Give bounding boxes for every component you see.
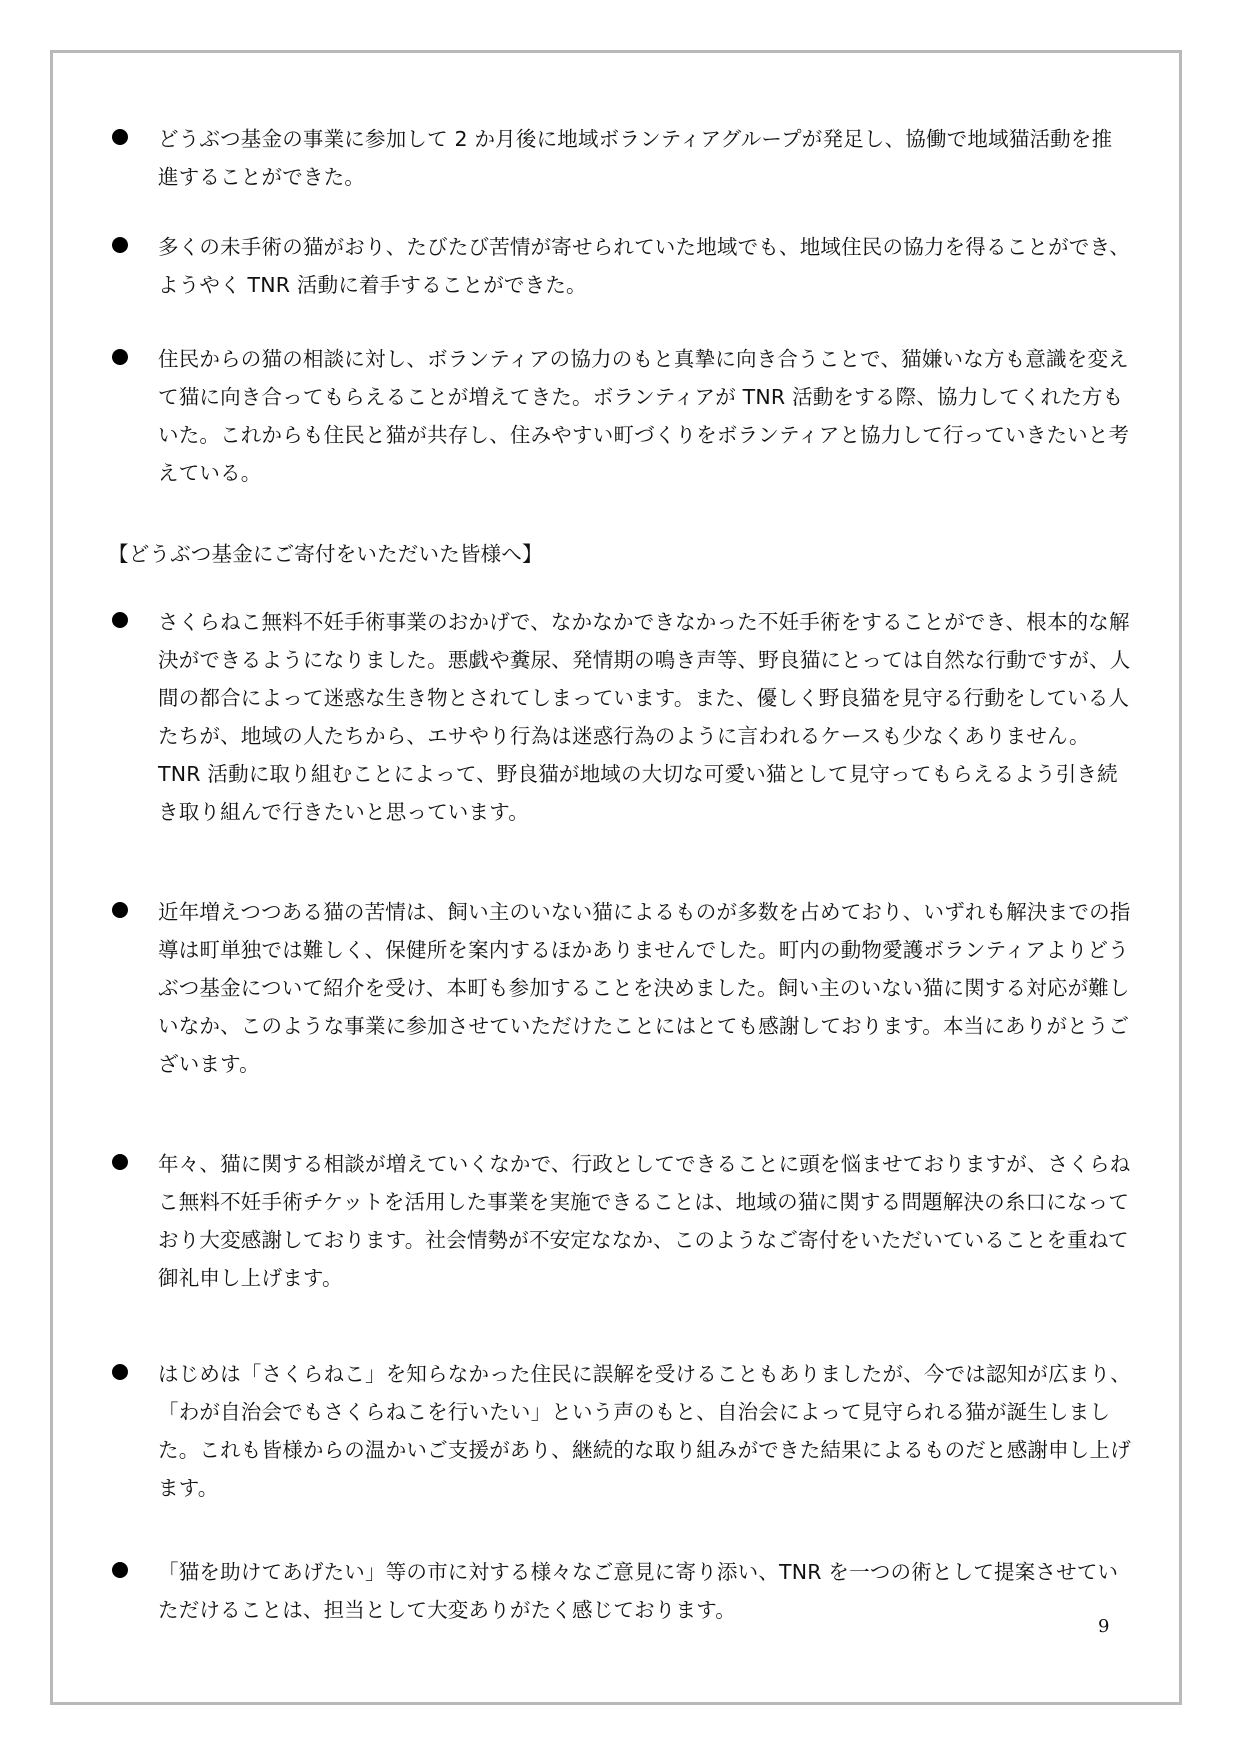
section-heading: 【どうぶつ基金にご寄付をいただいた皆様へ】 — [108, 542, 543, 566]
list-item — [112, 1553, 1132, 1629]
list-item — [112, 228, 1132, 304]
list-item-text: 年々、猫に関する相談が増えていくなかで、行政としてできることに頭を悩ませておりますが、さくらねこ無料不妊手術チケットを活用した事業を実施できることは、地域の猫に関する問題解決の糸口になっており大変感謝しております。社会情勢が不安定ななか、このようなご寄付をいただいていることを重ねて御礼申し上げます。 — [158, 1152, 1131, 1290]
list-item-text: 近年増えつつある猫の苦情は、飼い主のいない猫によるものが多数を占めており、いずれも解決までの指導は町単独では難しく、保健所を案内するほかありませんでした。町内の動物愛護ボランティアよりどうぶつ基金について紹介を受け、本町も参加することを決めました。飼い主のいない猫に関する対応が難しいなか、このような事業に参加させていただけたことにはとても感謝しております。本当にありがとうございます。 — [158, 900, 1131, 1076]
bullet-icon — [112, 612, 128, 628]
bullet-icon — [112, 349, 128, 365]
list-item-text: 多くの未手術の猫がおり、たびたび苦情が寄せられていた地域でも、地域住民の協力を得ることができ、ようやく TNR 活動に着手することができた。 — [158, 235, 1131, 297]
bullet-icon — [112, 1154, 128, 1170]
list-item — [112, 1355, 1132, 1507]
bullet-icon — [112, 129, 128, 145]
page-number: 9 — [1098, 1616, 1110, 1637]
list-item — [112, 340, 1132, 492]
list-item-text: 「猫を助けてあげたい」等の市に対する様々なご意見に寄り添い、TNR を一つの術として提案させていただけることは、担当として大変ありがたく感じております。 — [158, 1560, 1119, 1622]
list-item-text: どうぶつ基金の事業に参加して 2 か月後に地域ボランティアグループが発足し、協働で地域猫活動を推進することができた。 — [158, 127, 1113, 189]
bullet-icon — [112, 1562, 128, 1578]
list-item-text: さくらねこ無料不妊手術事業のおかげで、なかなかできなかった不妊手術をすることができ、根本的な解決ができるようになりました。悪戯や糞尿、発情期の鳴き声等、野良猫にとっては自然な行動ですが、人間の都合によって迷惑な生き物とされてしまっています。また、優しく野良猫を見守る行動をしている人たちが、地域の人たちから、エサやり行為は迷惑行為のように言われるケースも少なくありません。TNR 活動に取り組むことによって、野良猫が地域の大切な可愛い猫として見守ってもらえるよう引き続き取り組んで行きたいと思っています。 — [158, 610, 1131, 824]
bullet-icon — [112, 902, 128, 918]
list-item-text: はじめは「さくらねこ」を知らなかった住民に誤解を受けることもありましたが、今では認知が広まり、「わが自治会でもさくらねこを行いたい」という声のもと、自治会によって見守られる猫が誕生しました。これも皆様からの温かいご支援があり、継続的な取り組みができた結果によるものだと感謝申し上げます。 — [158, 1362, 1131, 1500]
list-item — [112, 893, 1132, 1083]
list-item — [112, 120, 1132, 196]
list-item — [112, 1145, 1132, 1297]
bullet-icon — [112, 237, 128, 253]
list-item — [112, 603, 1132, 831]
list-item-text: 住民からの猫の相談に対し、ボランティアの協力のもと真摯に向き合うことで、猫嫌いな方も意識を変えて猫に向き合ってもらえることが増えてきた。ボランティアが TNR 活動をする際、協力してくれた方もいた。これからも住民と猫が共存し、住みやすい町づくりをボランティアと協力して行っていきたいと考えている。 — [158, 347, 1130, 485]
bullet-icon — [112, 1364, 128, 1380]
